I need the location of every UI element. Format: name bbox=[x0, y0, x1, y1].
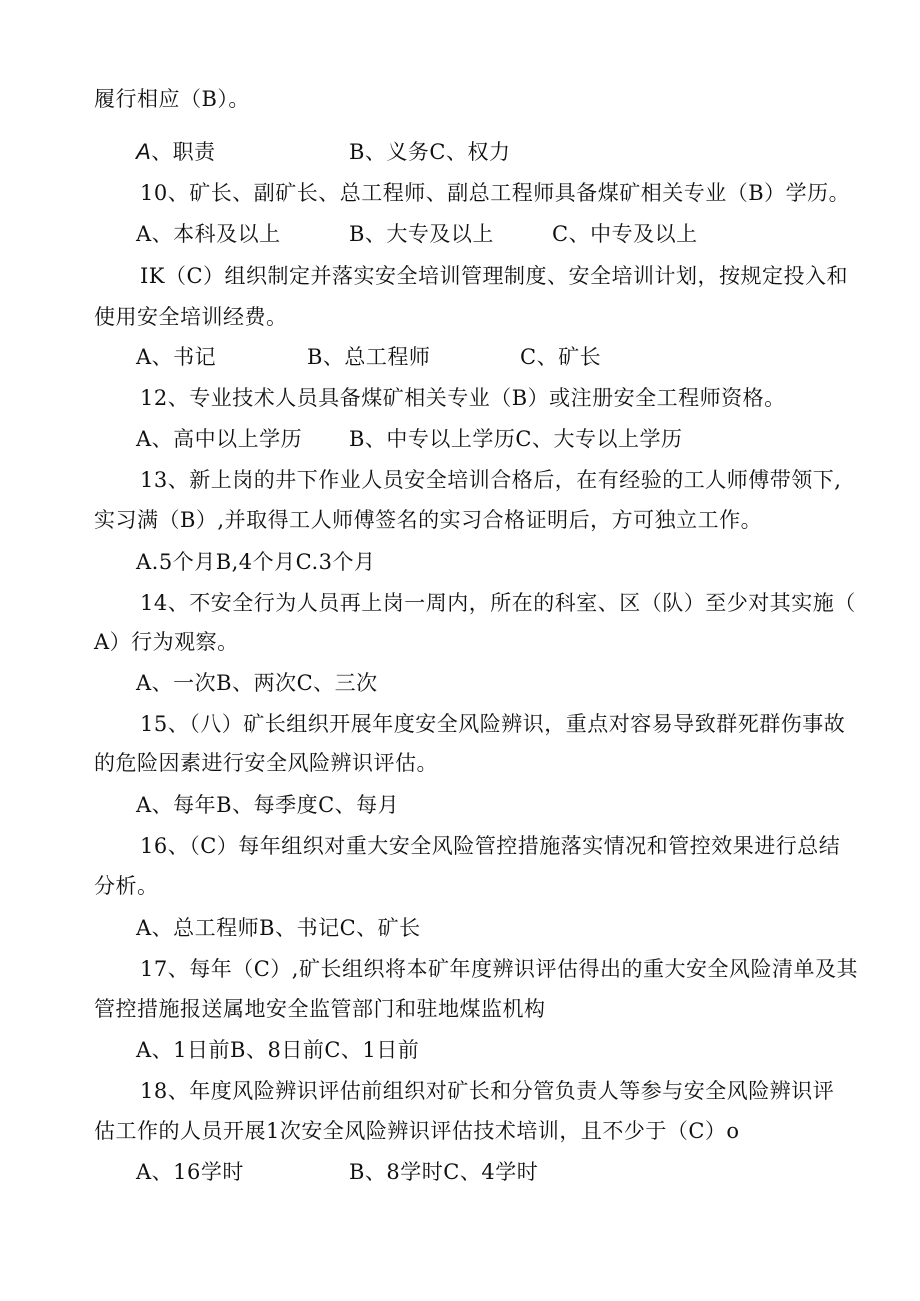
q18-options bbox=[136, 1157, 538, 1187]
q11-stem-line-2: 使用安全培训经费。 bbox=[94, 305, 288, 329]
q16-stem-line-2: 分析。 bbox=[94, 874, 159, 898]
q18-stem-line-2: 估工作的人员开展1次安全风险辨识评估技术培训，且不少于（C）o bbox=[94, 1119, 740, 1143]
q11-stem-line-1: IK（C）组织制定并落实安全培训管理制度、安全培训计划，按规定投入和 bbox=[140, 264, 849, 288]
q17-stem-line-1: 17、每年（C）,矿长组织将本矿年度辨识评估得出的重大安全风险清单及其 bbox=[140, 957, 858, 981]
q11-options bbox=[136, 342, 601, 372]
q12-stem: 12、专业技术人员具备煤矿相关专业（B）或注册安全工程师资格。 bbox=[140, 386, 786, 410]
q18-option-bc: B、8学时C、4学时 bbox=[349, 1160, 539, 1184]
q15-options: A、每年B、每季度C、每月 bbox=[136, 793, 400, 817]
q10-stem: 10、矿长、副矿长、总工程师、副总工程师具备煤矿相关专业（B）学历。 bbox=[140, 181, 851, 205]
q14-options: A、一次B、两次C、三次 bbox=[136, 671, 378, 695]
q9-option-bc: B、义务C、权力 bbox=[349, 140, 511, 164]
q9-option-a: A、职责 bbox=[136, 139, 216, 164]
q13-stem-line-2: 实习满（B）,并取得工人师傅签名的实习合格证明后，方可独立工作。 bbox=[94, 508, 763, 532]
q17-options: A、1日前B、8日前C、1日前 bbox=[136, 1038, 420, 1062]
q18-stem-line-1: 18、年度风险辨识评估前组织对矿长和分管负责人等参与安全风险辨识评 bbox=[140, 1079, 835, 1103]
q9-options bbox=[136, 137, 511, 167]
q11-option-b: B、总工程师 bbox=[307, 345, 431, 369]
q12-option-a: A、高中以上学历 bbox=[136, 427, 303, 451]
q11-option-c: C、矿长 bbox=[520, 345, 602, 369]
q16-options: A、总工程师B、书记C、矿长 bbox=[136, 916, 421, 940]
q12-option-bc: B、中专以上学历C、大专以上学历 bbox=[349, 427, 683, 451]
q14-stem-line-2: A）行为观察。 bbox=[94, 630, 239, 654]
q10-option-b: B、大专及以上 bbox=[349, 222, 494, 246]
q10-option-a: A、本科及以上 bbox=[136, 222, 281, 246]
q13-stem-line-1: 13、新上岗的井下作业人员安全培训合格后，在有经验的工人师傅带领下, bbox=[140, 468, 842, 492]
q10-option-c: C、中专及以上 bbox=[552, 222, 698, 246]
q11-option-a: A、书记 bbox=[136, 345, 217, 369]
q15-stem-line-1: 15、（八）矿长组织开展年度安全风险辨识，重点对容易导致群死群伤事故 bbox=[140, 712, 846, 736]
q13-options: A.5个月B,4个月C.3个月 bbox=[136, 550, 376, 574]
q16-stem-line-1: 16、（C）每年组织对重大安全风险管控措施落实情况和管控效果进行总结 bbox=[140, 834, 841, 858]
q9-stem-continuation: 履行相应（B）。 bbox=[94, 87, 250, 111]
q14-stem-line-1: 14、不安全行为人员再上岗一周内，所在的科室、区（队）至少对其实施（ bbox=[140, 591, 856, 615]
q15-stem-line-2: 的危险因素进行安全风险辨识评估。 bbox=[94, 751, 438, 775]
q17-stem-line-2: 管控措施报送属地安全监管部门和驻地煤监机构 bbox=[94, 997, 546, 1021]
q10-options bbox=[136, 219, 698, 249]
q18-option-a: A、16学时 bbox=[136, 1160, 244, 1184]
q12-options bbox=[136, 424, 683, 454]
